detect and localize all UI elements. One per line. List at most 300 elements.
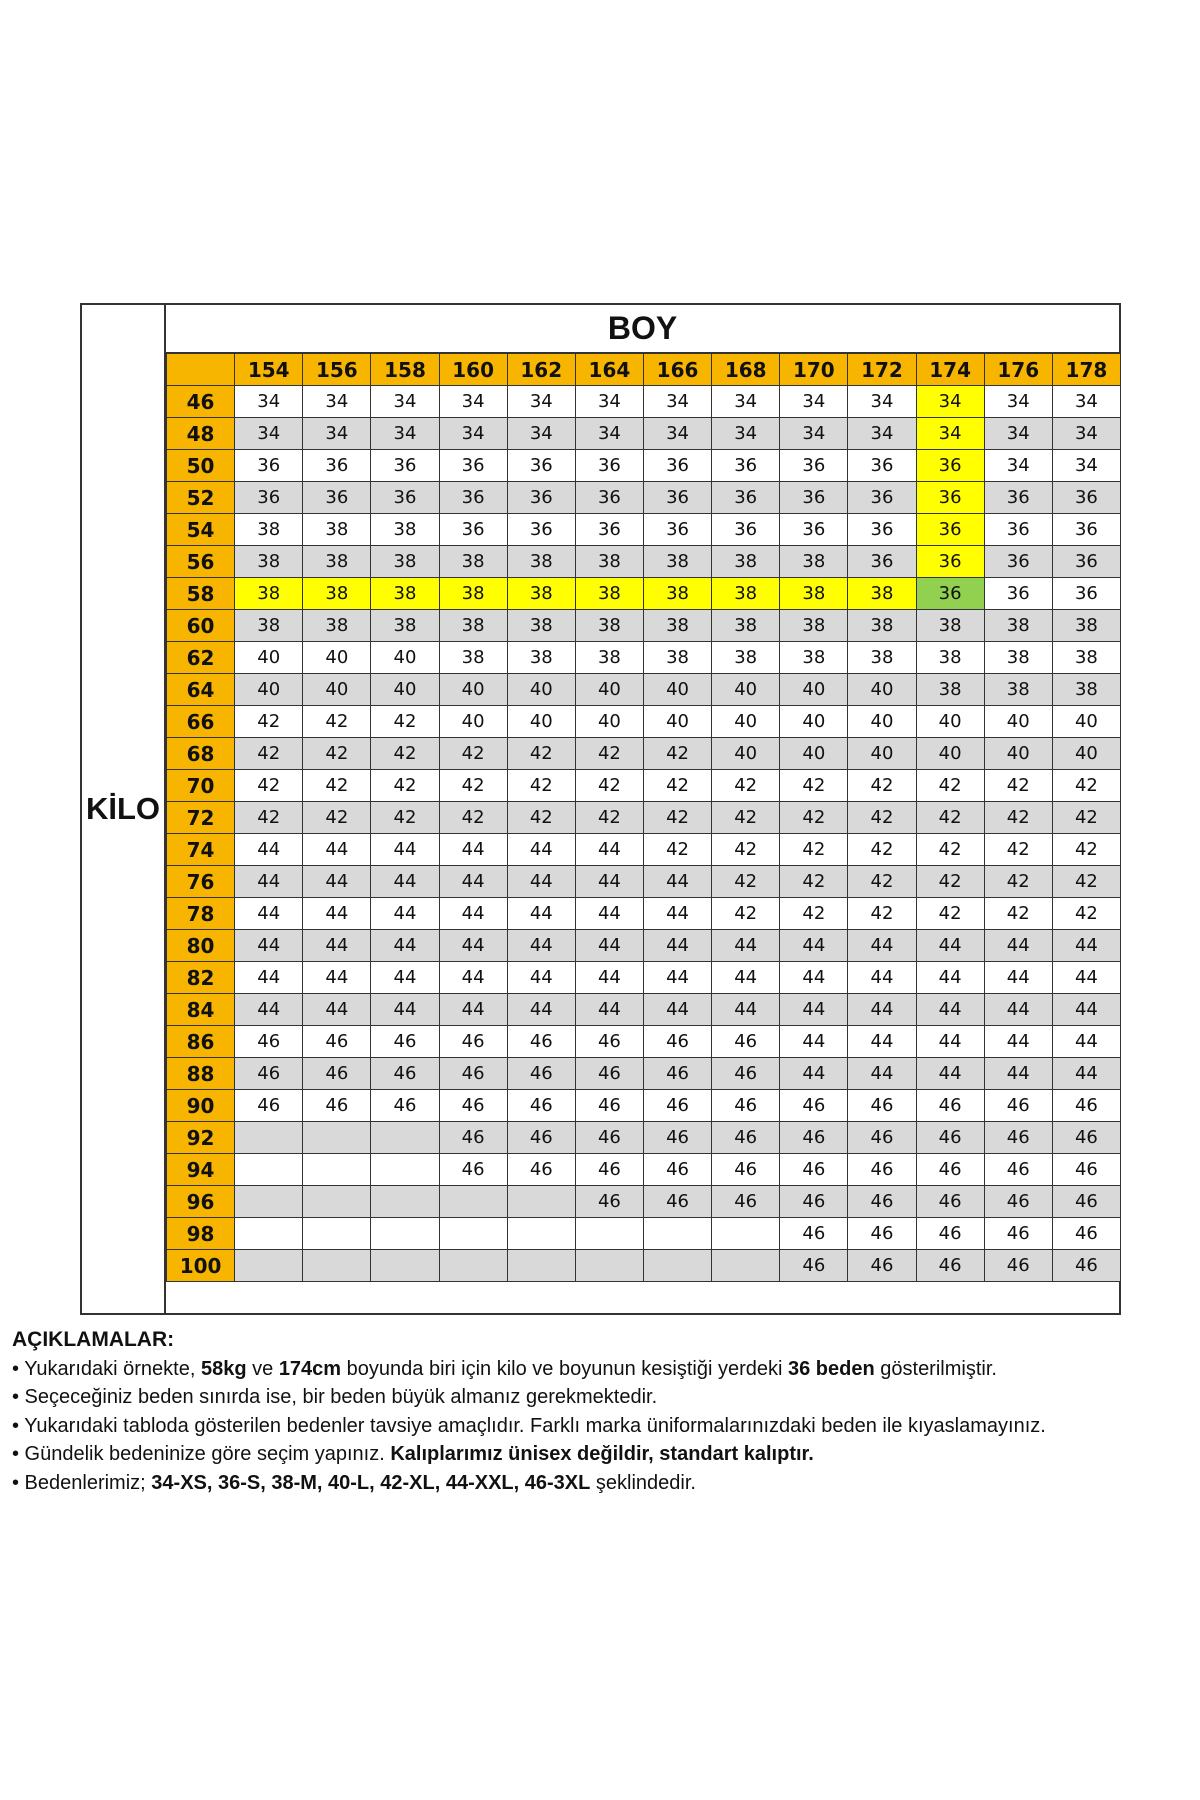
size-cell: 46 — [1052, 1154, 1120, 1186]
size-cell: 44 — [507, 898, 575, 930]
size-cell: 44 — [575, 930, 643, 962]
size-cell: 46 — [848, 1122, 916, 1154]
table-row — [167, 962, 1121, 994]
size-cell: 34 — [848, 418, 916, 450]
size-cell: 42 — [439, 738, 507, 770]
size-cell: 44 — [507, 962, 575, 994]
boy-title: BOY — [607, 310, 678, 346]
size-cell: 42 — [712, 898, 780, 930]
size-cell: 44 — [1052, 1058, 1120, 1090]
size-cell: 40 — [848, 706, 916, 738]
size-cell: 46 — [371, 1026, 439, 1058]
size-cell — [712, 1250, 780, 1282]
size-cell: 46 — [780, 1218, 848, 1250]
size-cell: 44 — [303, 994, 371, 1026]
size-cell: 46 — [712, 1090, 780, 1122]
size-cell: 42 — [303, 738, 371, 770]
size-cell: 44 — [575, 994, 643, 1026]
size-cell: 46 — [984, 1186, 1052, 1218]
size-cell: 38 — [712, 578, 780, 610]
size-cell: 36 — [439, 514, 507, 546]
size-cell — [439, 1218, 507, 1250]
size-cell: 34 — [439, 418, 507, 450]
size-cell: 44 — [984, 930, 1052, 962]
note-text: şeklindedir. — [590, 1471, 696, 1494]
size-cell: 46 — [235, 1090, 303, 1122]
size-cell: 46 — [916, 1218, 984, 1250]
size-cell: 42 — [439, 802, 507, 834]
size-cell: 44 — [371, 834, 439, 866]
size-cell: 46 — [575, 1026, 643, 1058]
size-cell: 46 — [712, 1122, 780, 1154]
size-cell: 46 — [303, 1090, 371, 1122]
weight-header: 74 — [167, 834, 235, 866]
size-cell: 44 — [235, 994, 303, 1026]
table-row — [167, 1250, 1121, 1282]
size-cell: 38 — [303, 514, 371, 546]
size-cell: 46 — [916, 1090, 984, 1122]
size-cell: 40 — [848, 674, 916, 706]
size-cell — [507, 1218, 575, 1250]
size-cell — [371, 1218, 439, 1250]
table-row — [167, 386, 1121, 418]
table-row — [167, 418, 1121, 450]
size-cell: 36 — [848, 450, 916, 482]
size-cell: 44 — [507, 866, 575, 898]
table-row — [167, 1026, 1121, 1058]
size-cell: 42 — [235, 706, 303, 738]
note-emphasis: 174cm — [278, 1357, 342, 1380]
size-cell: 38 — [1052, 610, 1120, 642]
size-cell: 46 — [575, 1090, 643, 1122]
size-cell: 46 — [712, 1154, 780, 1186]
size-cell: 36 — [780, 482, 848, 514]
size-cell: 46 — [1052, 1186, 1120, 1218]
size-cell: 42 — [303, 802, 371, 834]
size-cell — [439, 1186, 507, 1218]
size-cell: 42 — [235, 738, 303, 770]
size-cell: 42 — [235, 802, 303, 834]
size-cell: 42 — [984, 898, 1052, 930]
size-cell: 44 — [848, 962, 916, 994]
note-line — [12, 1412, 1192, 1441]
size-cell: 44 — [439, 930, 507, 962]
size-cell: 42 — [1052, 834, 1120, 866]
note-line — [12, 1383, 1192, 1412]
weight-header: 70 — [167, 770, 235, 802]
size-cell: 38 — [984, 642, 1052, 674]
size-cell: 44 — [371, 866, 439, 898]
size-cell: 42 — [916, 866, 984, 898]
size-cell: 36 — [371, 450, 439, 482]
size-cell: 44 — [916, 1026, 984, 1058]
size-cell: 42 — [712, 770, 780, 802]
size-cell — [643, 1250, 711, 1282]
table-row — [167, 1090, 1121, 1122]
size-cell: 38 — [575, 642, 643, 674]
size-cell: 34 — [371, 418, 439, 450]
size-cell: 46 — [916, 1154, 984, 1186]
size-cell: 42 — [1052, 802, 1120, 834]
size-cell: 36 — [780, 450, 848, 482]
size-cell: 38 — [712, 642, 780, 674]
note-emphasis: Kalıplarımız ünisex değildir, standart kalıptır. — [390, 1443, 814, 1466]
size-cell: 36 — [235, 450, 303, 482]
size-cell: 44 — [303, 898, 371, 930]
size-cell: 34 — [1052, 418, 1120, 450]
size-cell: 36 — [575, 482, 643, 514]
size-cell: 46 — [371, 1058, 439, 1090]
weight-header: 88 — [167, 1058, 235, 1090]
weight-header: 84 — [167, 994, 235, 1026]
note-line — [12, 1440, 1192, 1469]
size-cell: 34 — [439, 386, 507, 418]
size-cell — [371, 1250, 439, 1282]
size-cell: 40 — [712, 706, 780, 738]
notes-title: AÇIKLAMALAR: — [12, 1328, 175, 1351]
size-cell: 38 — [984, 674, 1052, 706]
size-cell: 38 — [371, 514, 439, 546]
size-cell: 46 — [712, 1186, 780, 1218]
size-cell: 34 — [303, 418, 371, 450]
size-cell: 44 — [984, 962, 1052, 994]
height-header: 162 — [507, 354, 575, 386]
size-cell: 36 — [1052, 546, 1120, 578]
size-cell: 40 — [371, 674, 439, 706]
size-cell — [303, 1186, 371, 1218]
size-cell — [235, 1186, 303, 1218]
height-header: 170 — [780, 354, 848, 386]
size-cell: 40 — [235, 642, 303, 674]
size-cell: 46 — [439, 1026, 507, 1058]
height-header: 168 — [712, 354, 780, 386]
size-chart — [80, 303, 1121, 1315]
weight-header: 96 — [167, 1186, 235, 1218]
size-cell: 46 — [507, 1058, 575, 1090]
size-cell: 38 — [984, 610, 1052, 642]
size-cell: 38 — [848, 578, 916, 610]
size-cell: 34 — [984, 418, 1052, 450]
size-cell: 40 — [371, 642, 439, 674]
size-cell: 36 — [780, 514, 848, 546]
weight-header: 76 — [167, 866, 235, 898]
size-cell: 38 — [303, 546, 371, 578]
size-cell: 44 — [712, 962, 780, 994]
size-cell: 42 — [643, 834, 711, 866]
size-cell: 34 — [575, 386, 643, 418]
table-row — [167, 578, 1121, 610]
table-row — [167, 802, 1121, 834]
size-cell: 46 — [780, 1090, 848, 1122]
size-cell: 42 — [643, 738, 711, 770]
size-cell: 40 — [1052, 738, 1120, 770]
size-cell: 36 — [916, 450, 984, 482]
size-cell — [303, 1218, 371, 1250]
size-cell: 44 — [575, 866, 643, 898]
size-cell: 44 — [984, 1026, 1052, 1058]
size-cell: 46 — [984, 1090, 1052, 1122]
size-cell: 38 — [643, 578, 711, 610]
size-cell: 36 — [916, 514, 984, 546]
size-cell: 44 — [780, 930, 848, 962]
size-cell: 44 — [371, 930, 439, 962]
size-cell: 44 — [643, 994, 711, 1026]
note-emphasis: 58kg — [200, 1357, 247, 1380]
size-cell: 38 — [643, 642, 711, 674]
size-cell: 40 — [848, 738, 916, 770]
note-text: gösterilmiştir. — [874, 1357, 997, 1380]
size-cell: 42 — [1052, 898, 1120, 930]
size-cell: 42 — [848, 866, 916, 898]
size-cell: 40 — [780, 738, 848, 770]
table-row — [167, 1154, 1121, 1186]
size-cell: 36 — [848, 514, 916, 546]
size-cell: 36 — [984, 578, 1052, 610]
size-cell: 34 — [643, 418, 711, 450]
size-cell — [235, 1250, 303, 1282]
weight-header: 64 — [167, 674, 235, 706]
size-cell: 40 — [643, 674, 711, 706]
size-cell: 36 — [643, 514, 711, 546]
size-cell: 38 — [780, 546, 848, 578]
note-text: • Bedenlerimiz; — [12, 1471, 152, 1494]
size-cell — [371, 1186, 439, 1218]
size-cell: 46 — [643, 1058, 711, 1090]
size-cell: 42 — [780, 834, 848, 866]
size-cell: 36 — [575, 450, 643, 482]
size-cell — [235, 1218, 303, 1250]
size-cell — [303, 1250, 371, 1282]
weight-header: 100 — [167, 1250, 235, 1282]
size-cell: 40 — [712, 674, 780, 706]
size-cell: 46 — [575, 1122, 643, 1154]
size-cell: 46 — [984, 1218, 1052, 1250]
size-cell: 42 — [848, 834, 916, 866]
size-cell — [371, 1122, 439, 1154]
size-cell: 46 — [1052, 1090, 1120, 1122]
kilo-title: KİLO — [85, 791, 161, 826]
size-cell: 46 — [712, 1058, 780, 1090]
size-cell: 42 — [507, 802, 575, 834]
size-cell: 38 — [439, 642, 507, 674]
size-cell: 34 — [235, 386, 303, 418]
height-header: 176 — [984, 354, 1052, 386]
size-cell: 42 — [643, 802, 711, 834]
size-cell: 42 — [371, 738, 439, 770]
size-cell: 38 — [780, 578, 848, 610]
size-cell: 44 — [848, 1026, 916, 1058]
weight-header: 86 — [167, 1026, 235, 1058]
size-cell: 38 — [1052, 674, 1120, 706]
size-cell: 44 — [643, 962, 711, 994]
size-cell: 38 — [1052, 642, 1120, 674]
size-cell — [575, 1218, 643, 1250]
table-row — [167, 930, 1121, 962]
size-cell: 34 — [712, 418, 780, 450]
size-cell: 34 — [780, 386, 848, 418]
size-cell: 38 — [848, 642, 916, 674]
size-cell: 44 — [235, 866, 303, 898]
size-cell: 42 — [575, 738, 643, 770]
size-cell: 42 — [916, 898, 984, 930]
size-cell: 36 — [916, 578, 984, 610]
height-header: 164 — [575, 354, 643, 386]
size-cell: 36 — [507, 450, 575, 482]
size-cell: 42 — [439, 770, 507, 802]
size-cell: 42 — [712, 866, 780, 898]
size-cell: 42 — [780, 770, 848, 802]
size-cell: 36 — [984, 482, 1052, 514]
size-cell: 42 — [780, 898, 848, 930]
size-table — [166, 353, 1121, 1282]
size-cell: 44 — [643, 930, 711, 962]
size-cell: 46 — [575, 1186, 643, 1218]
size-cell: 40 — [712, 738, 780, 770]
size-cell: 42 — [984, 834, 1052, 866]
size-cell: 44 — [848, 930, 916, 962]
size-cell: 46 — [1052, 1250, 1120, 1282]
size-cell: 46 — [303, 1026, 371, 1058]
size-cell: 36 — [1052, 482, 1120, 514]
size-cell: 44 — [439, 834, 507, 866]
size-cell: 46 — [371, 1090, 439, 1122]
size-cell: 38 — [575, 610, 643, 642]
size-cell: 44 — [848, 1058, 916, 1090]
size-cell: 40 — [984, 706, 1052, 738]
size-cell: 36 — [712, 514, 780, 546]
size-cell: 40 — [984, 738, 1052, 770]
weight-header: 94 — [167, 1154, 235, 1186]
size-cell: 38 — [575, 546, 643, 578]
size-cell: 44 — [712, 994, 780, 1026]
size-cell: 38 — [643, 546, 711, 578]
size-cell: 46 — [916, 1250, 984, 1282]
size-cell: 44 — [848, 994, 916, 1026]
size-cell: 46 — [712, 1026, 780, 1058]
size-cell: 40 — [439, 706, 507, 738]
size-cell: 46 — [575, 1058, 643, 1090]
size-cell: 46 — [984, 1154, 1052, 1186]
weight-header: 62 — [167, 642, 235, 674]
size-cell: 46 — [1052, 1122, 1120, 1154]
size-cell: 34 — [1052, 386, 1120, 418]
size-cell: 42 — [235, 770, 303, 802]
size-cell: 46 — [439, 1154, 507, 1186]
size-cell: 40 — [439, 674, 507, 706]
size-cell: 38 — [507, 610, 575, 642]
size-cell: 44 — [303, 930, 371, 962]
size-cell: 46 — [848, 1154, 916, 1186]
size-cell: 44 — [780, 1058, 848, 1090]
size-cell: 46 — [507, 1026, 575, 1058]
weight-header: 60 — [167, 610, 235, 642]
height-header: 174 — [916, 354, 984, 386]
size-cell: 38 — [235, 514, 303, 546]
size-cell — [439, 1250, 507, 1282]
size-cell: 46 — [780, 1186, 848, 1218]
table-row — [167, 450, 1121, 482]
table-row — [167, 994, 1121, 1026]
size-cell: 40 — [303, 642, 371, 674]
size-cell: 42 — [371, 706, 439, 738]
size-cell: 44 — [371, 898, 439, 930]
size-cell: 46 — [916, 1186, 984, 1218]
table-row — [167, 514, 1121, 546]
table-row — [167, 674, 1121, 706]
size-cell: 44 — [303, 962, 371, 994]
size-cell: 46 — [507, 1090, 575, 1122]
size-cell: 38 — [235, 578, 303, 610]
size-cell: 44 — [439, 898, 507, 930]
size-cell: 40 — [575, 674, 643, 706]
size-cell: 40 — [916, 738, 984, 770]
size-cell: 42 — [848, 802, 916, 834]
size-cell: 46 — [780, 1122, 848, 1154]
height-header: 160 — [439, 354, 507, 386]
size-cell: 44 — [439, 994, 507, 1026]
table-row — [167, 738, 1121, 770]
size-cell: 46 — [848, 1186, 916, 1218]
notes-section — [12, 1326, 1192, 1498]
size-cell: 46 — [235, 1026, 303, 1058]
size-cell — [303, 1154, 371, 1186]
size-cell: 46 — [848, 1218, 916, 1250]
size-cell — [507, 1186, 575, 1218]
size-cell: 46 — [916, 1122, 984, 1154]
size-cell: 36 — [303, 450, 371, 482]
size-cell: 44 — [984, 1058, 1052, 1090]
size-cell: 44 — [439, 962, 507, 994]
weight-header: 52 — [167, 482, 235, 514]
size-cell: 46 — [507, 1122, 575, 1154]
size-cell: 36 — [439, 450, 507, 482]
size-cell: 36 — [507, 514, 575, 546]
size-cell: 36 — [235, 482, 303, 514]
note-text: • Seçeceğiniz beden sınırda ise, bir beden büyük almanız gerekmektedir. — [12, 1386, 658, 1409]
size-cell: 40 — [507, 706, 575, 738]
table-row — [167, 1122, 1121, 1154]
height-header: 154 — [235, 354, 303, 386]
size-cell: 46 — [439, 1122, 507, 1154]
size-cell: 46 — [235, 1058, 303, 1090]
table-row — [167, 1186, 1121, 1218]
size-cell: 44 — [780, 994, 848, 1026]
boy-axis — [166, 305, 1119, 353]
size-cell: 42 — [848, 898, 916, 930]
size-cell: 34 — [507, 386, 575, 418]
size-cell: 36 — [303, 482, 371, 514]
size-cell: 42 — [643, 770, 711, 802]
size-cell: 44 — [1052, 930, 1120, 962]
size-cell: 38 — [916, 610, 984, 642]
size-cell: 44 — [303, 866, 371, 898]
size-cell: 44 — [1052, 994, 1120, 1026]
size-cell: 34 — [848, 386, 916, 418]
size-cell — [235, 1154, 303, 1186]
size-cell: 40 — [643, 706, 711, 738]
size-cell: 42 — [1052, 866, 1120, 898]
size-cell: 42 — [371, 770, 439, 802]
size-cell: 40 — [507, 674, 575, 706]
size-cell: 44 — [575, 898, 643, 930]
table-row — [167, 482, 1121, 514]
size-cell: 34 — [371, 386, 439, 418]
weight-header: 82 — [167, 962, 235, 994]
height-header-row — [167, 354, 1121, 386]
size-cell: 38 — [780, 642, 848, 674]
size-cell: 44 — [1052, 1026, 1120, 1058]
size-cell: 46 — [984, 1250, 1052, 1282]
